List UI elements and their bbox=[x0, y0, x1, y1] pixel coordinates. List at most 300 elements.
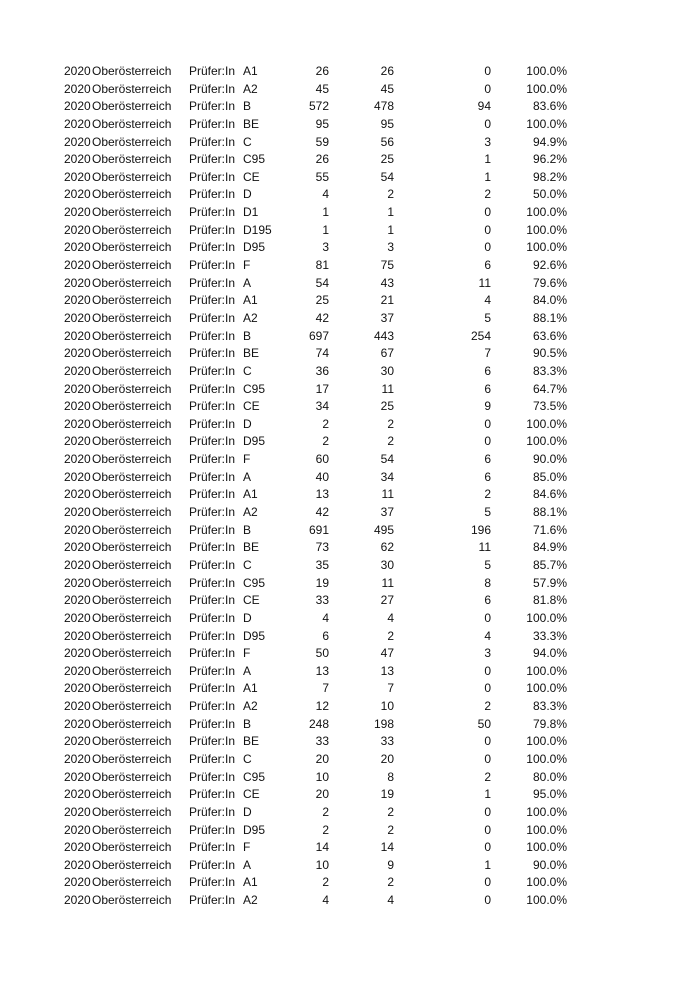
role-cell: Prüfer:In bbox=[189, 557, 236, 572]
role-cell: Prüfer:In bbox=[189, 646, 236, 661]
role-cell: Prüfer:In bbox=[189, 610, 236, 625]
passed-count-cell: 43 bbox=[380, 275, 394, 290]
pass-rate-cell: 100.0% bbox=[526, 81, 567, 96]
license-class-cell: A1 bbox=[243, 875, 258, 890]
license-class-cell: A2 bbox=[243, 893, 258, 908]
year-cell: 2020 bbox=[64, 857, 91, 872]
passed-count-cell: 33 bbox=[380, 734, 394, 749]
passed-count-cell: 4 bbox=[387, 610, 394, 625]
region-cell: Oberösterreich bbox=[92, 540, 172, 555]
pass-rate-cell: 63.6% bbox=[532, 328, 567, 343]
region-cell: Oberösterreich bbox=[92, 857, 172, 872]
failed-count-cell: 0 bbox=[484, 610, 491, 625]
pass-rate-cell: 100.0% bbox=[526, 681, 567, 696]
year-cell: 2020 bbox=[64, 699, 91, 714]
year-cell: 2020 bbox=[64, 434, 91, 449]
passed-count-cell: 34 bbox=[380, 469, 394, 484]
total-count-cell: 33 bbox=[315, 593, 329, 608]
pass-rate-cell: 83.3% bbox=[532, 363, 567, 378]
table-row bbox=[0, 222, 700, 240]
year-cell: 2020 bbox=[64, 346, 91, 361]
pass-rate-cell: 79.8% bbox=[532, 716, 567, 731]
pass-rate-cell: 57.9% bbox=[532, 575, 567, 590]
pass-rate-cell: 100.0% bbox=[526, 610, 567, 625]
role-cell: Prüfer:In bbox=[189, 804, 236, 819]
year-cell: 2020 bbox=[64, 310, 91, 325]
total-count-cell: 12 bbox=[315, 699, 329, 714]
total-count-cell: 13 bbox=[315, 663, 329, 678]
failed-count-cell: 2 bbox=[484, 769, 491, 784]
total-count-cell: 2 bbox=[322, 875, 329, 890]
license-class-cell: D195 bbox=[243, 222, 272, 237]
passed-count-cell: 2 bbox=[387, 187, 394, 202]
license-class-cell: D95 bbox=[243, 628, 266, 643]
failed-count-cell: 3 bbox=[484, 646, 491, 661]
table-row bbox=[0, 857, 700, 875]
total-count-cell: 95 bbox=[315, 116, 329, 131]
year-cell: 2020 bbox=[64, 734, 91, 749]
role-cell: Prüfer:In bbox=[189, 222, 236, 237]
failed-count-cell: 254 bbox=[470, 328, 491, 343]
total-count-cell: 248 bbox=[308, 716, 329, 731]
failed-count-cell: 4 bbox=[484, 293, 491, 308]
license-class-cell: C95 bbox=[243, 769, 266, 784]
license-class-cell: BE bbox=[243, 734, 260, 749]
table-row bbox=[0, 469, 700, 487]
table-row bbox=[0, 328, 700, 346]
failed-count-cell: 0 bbox=[484, 64, 491, 78]
total-count-cell: 20 bbox=[315, 787, 329, 802]
year-cell: 2020 bbox=[64, 593, 91, 608]
pass-rate-cell: 92.6% bbox=[532, 258, 567, 273]
table-row bbox=[0, 275, 700, 293]
role-cell: Prüfer:In bbox=[189, 699, 236, 714]
total-count-cell: 81 bbox=[315, 258, 329, 273]
pass-rate-cell: 98.2% bbox=[532, 169, 567, 184]
region-cell: Oberösterreich bbox=[92, 875, 172, 890]
table-row bbox=[0, 892, 700, 910]
failed-count-cell: 50 bbox=[477, 716, 491, 731]
role-cell: Prüfer:In bbox=[189, 452, 236, 467]
table-row bbox=[0, 839, 700, 857]
year-cell: 2020 bbox=[64, 681, 91, 696]
passed-count-cell: 37 bbox=[380, 505, 394, 520]
year-cell: 2020 bbox=[64, 557, 91, 572]
license-class-cell: D95 bbox=[243, 434, 266, 449]
role-cell: Prüfer:In bbox=[189, 169, 236, 184]
table-row bbox=[0, 539, 700, 557]
role-cell: Prüfer:In bbox=[189, 64, 236, 78]
table-row bbox=[0, 698, 700, 716]
license-class-cell: BE bbox=[243, 540, 260, 555]
license-class-cell: F bbox=[243, 452, 251, 467]
table-row bbox=[0, 416, 700, 434]
failed-count-cell: 0 bbox=[484, 416, 491, 431]
region-cell: Oberösterreich bbox=[92, 505, 172, 520]
table-row bbox=[0, 522, 700, 540]
total-count-cell: 73 bbox=[315, 540, 329, 555]
year-cell: 2020 bbox=[64, 663, 91, 678]
table-row bbox=[0, 310, 700, 328]
pass-rate-cell: 100.0% bbox=[526, 804, 567, 819]
table-row bbox=[0, 680, 700, 698]
region-cell: Oberösterreich bbox=[92, 804, 172, 819]
total-count-cell: 4 bbox=[322, 610, 329, 625]
pass-rate-cell: 100.0% bbox=[526, 416, 567, 431]
license-class-cell: C bbox=[243, 751, 252, 766]
pass-rate-cell: 100.0% bbox=[526, 751, 567, 766]
table-row bbox=[0, 292, 700, 310]
license-class-cell: D95 bbox=[243, 822, 266, 837]
license-class-cell: D1 bbox=[243, 205, 259, 220]
pass-rate-cell: 95.0% bbox=[532, 787, 567, 802]
license-class-cell: C95 bbox=[243, 575, 266, 590]
failed-count-cell: 1 bbox=[484, 169, 491, 184]
passed-count-cell: 2 bbox=[387, 628, 394, 643]
year-cell: 2020 bbox=[64, 822, 91, 837]
region-cell: Oberösterreich bbox=[92, 716, 172, 731]
failed-count-cell: 0 bbox=[484, 751, 491, 766]
total-count-cell: 45 bbox=[315, 81, 329, 96]
region-cell: Oberösterreich bbox=[92, 646, 172, 661]
table-row bbox=[0, 345, 700, 363]
region-cell: Oberösterreich bbox=[92, 310, 172, 325]
total-count-cell: 60 bbox=[315, 452, 329, 467]
year-cell: 2020 bbox=[64, 628, 91, 643]
region-cell: Oberösterreich bbox=[92, 346, 172, 361]
passed-count-cell: 30 bbox=[380, 557, 394, 572]
failed-count-cell: 4 bbox=[484, 628, 491, 643]
role-cell: Prüfer:In bbox=[189, 540, 236, 555]
region-cell: Oberösterreich bbox=[92, 575, 172, 590]
failed-count-cell: 0 bbox=[484, 804, 491, 819]
region-cell: Oberösterreich bbox=[92, 152, 172, 167]
table-row bbox=[0, 822, 700, 840]
total-count-cell: 20 bbox=[315, 751, 329, 766]
failed-count-cell: 2 bbox=[484, 699, 491, 714]
year-cell: 2020 bbox=[64, 328, 91, 343]
pass-rate-cell: 100.0% bbox=[526, 893, 567, 908]
role-cell: Prüfer:In bbox=[189, 116, 236, 131]
pass-rate-cell: 100.0% bbox=[526, 434, 567, 449]
failed-count-cell: 0 bbox=[484, 663, 491, 678]
failed-count-cell: 5 bbox=[484, 505, 491, 520]
role-cell: Prüfer:In bbox=[189, 363, 236, 378]
role-cell: Prüfer:In bbox=[189, 575, 236, 590]
region-cell: Oberösterreich bbox=[92, 205, 172, 220]
failed-count-cell: 0 bbox=[484, 840, 491, 855]
pass-rate-cell: 84.9% bbox=[532, 540, 567, 555]
year-cell: 2020 bbox=[64, 769, 91, 784]
passed-count-cell: 2 bbox=[387, 822, 394, 837]
table-row bbox=[0, 769, 700, 787]
failed-count-cell: 6 bbox=[484, 258, 491, 273]
passed-count-cell: 14 bbox=[380, 840, 394, 855]
license-class-cell: CE bbox=[243, 399, 260, 414]
table-row bbox=[0, 786, 700, 804]
region-cell: Oberösterreich bbox=[92, 734, 172, 749]
pass-rate-cell: 100.0% bbox=[526, 663, 567, 678]
total-count-cell: 691 bbox=[308, 522, 329, 537]
pass-rate-cell: 100.0% bbox=[526, 240, 567, 255]
license-class-cell: A1 bbox=[243, 681, 258, 696]
license-class-cell: CE bbox=[243, 169, 260, 184]
failed-count-cell: 0 bbox=[484, 434, 491, 449]
region-cell: Oberösterreich bbox=[92, 399, 172, 414]
region-cell: Oberösterreich bbox=[92, 557, 172, 572]
year-cell: 2020 bbox=[64, 99, 91, 114]
total-count-cell: 3 bbox=[322, 240, 329, 255]
role-cell: Prüfer:In bbox=[189, 275, 236, 290]
role-cell: Prüfer:In bbox=[189, 434, 236, 449]
pass-rate-cell: 88.1% bbox=[532, 310, 567, 325]
pass-rate-cell: 84.0% bbox=[532, 293, 567, 308]
region-cell: Oberösterreich bbox=[92, 363, 172, 378]
passed-count-cell: 495 bbox=[373, 522, 394, 537]
pass-rate-cell: 33.3% bbox=[532, 628, 567, 643]
role-cell: Prüfer:In bbox=[189, 716, 236, 731]
total-count-cell: 1 bbox=[322, 205, 329, 220]
role-cell: Prüfer:In bbox=[189, 751, 236, 766]
license-class-cell: A1 bbox=[243, 487, 258, 502]
year-cell: 2020 bbox=[64, 575, 91, 590]
role-cell: Prüfer:In bbox=[189, 681, 236, 696]
total-count-cell: 35 bbox=[315, 557, 329, 572]
license-class-cell: A bbox=[243, 469, 252, 484]
year-cell: 2020 bbox=[64, 205, 91, 220]
failed-count-cell: 2 bbox=[484, 487, 491, 502]
total-count-cell: 2 bbox=[322, 804, 329, 819]
license-class-cell: D bbox=[243, 610, 252, 625]
table-row bbox=[0, 874, 700, 892]
region-cell: Oberösterreich bbox=[92, 293, 172, 308]
year-cell: 2020 bbox=[64, 469, 91, 484]
table-row bbox=[0, 733, 700, 751]
region-cell: Oberösterreich bbox=[92, 787, 172, 802]
license-class-cell: A2 bbox=[243, 310, 258, 325]
year-cell: 2020 bbox=[64, 293, 91, 308]
role-cell: Prüfer:In bbox=[189, 399, 236, 414]
year-cell: 2020 bbox=[64, 81, 91, 96]
passed-count-cell: 2 bbox=[387, 875, 394, 890]
license-class-cell: A bbox=[243, 275, 252, 290]
total-count-cell: 55 bbox=[315, 169, 329, 184]
year-cell: 2020 bbox=[64, 275, 91, 290]
pass-rate-cell: 71.6% bbox=[532, 522, 567, 537]
table-row bbox=[0, 257, 700, 275]
passed-count-cell: 20 bbox=[380, 751, 394, 766]
role-cell: Prüfer:In bbox=[189, 310, 236, 325]
failed-count-cell: 0 bbox=[484, 116, 491, 131]
pass-rate-cell: 90.0% bbox=[532, 452, 567, 467]
passed-count-cell: 25 bbox=[380, 152, 394, 167]
role-cell: Prüfer:In bbox=[189, 416, 236, 431]
table-row bbox=[0, 239, 700, 257]
license-class-cell: A2 bbox=[243, 81, 258, 96]
region-cell: Oberösterreich bbox=[92, 628, 172, 643]
license-class-cell: A1 bbox=[243, 293, 258, 308]
passed-count-cell: 19 bbox=[380, 787, 394, 802]
table-row bbox=[0, 504, 700, 522]
table-row bbox=[0, 628, 700, 646]
passed-count-cell: 4 bbox=[387, 893, 394, 908]
table-row bbox=[0, 557, 700, 575]
pass-rate-cell: 50.0% bbox=[532, 187, 567, 202]
pass-rate-cell: 83.3% bbox=[532, 699, 567, 714]
passed-count-cell: 11 bbox=[381, 487, 394, 502]
year-cell: 2020 bbox=[64, 487, 91, 502]
region-cell: Oberösterreich bbox=[92, 222, 172, 237]
passed-count-cell: 56 bbox=[380, 134, 394, 149]
failed-count-cell: 8 bbox=[484, 575, 491, 590]
total-count-cell: 6 bbox=[322, 628, 329, 643]
region-cell: Oberösterreich bbox=[92, 240, 172, 255]
license-class-cell: CE bbox=[243, 787, 260, 802]
license-class-cell: CE bbox=[243, 593, 260, 608]
region-cell: Oberösterreich bbox=[92, 81, 172, 96]
table-row bbox=[0, 592, 700, 610]
pass-rate-cell: 100.0% bbox=[526, 734, 567, 749]
license-class-cell: D bbox=[243, 416, 252, 431]
role-cell: Prüfer:In bbox=[189, 134, 236, 149]
role-cell: Prüfer:In bbox=[189, 893, 236, 908]
table-row bbox=[0, 804, 700, 822]
total-count-cell: 4 bbox=[322, 187, 329, 202]
failed-count-cell: 0 bbox=[484, 734, 491, 749]
passed-count-cell: 27 bbox=[380, 593, 394, 608]
license-class-cell: F bbox=[243, 258, 251, 273]
passed-count-cell: 443 bbox=[373, 328, 394, 343]
year-cell: 2020 bbox=[64, 875, 91, 890]
table-row bbox=[0, 645, 700, 663]
license-class-cell: B bbox=[243, 328, 252, 343]
failed-count-cell: 1 bbox=[484, 787, 491, 802]
year-cell: 2020 bbox=[64, 222, 91, 237]
pass-rate-cell: 100.0% bbox=[526, 222, 567, 237]
failed-count-cell: 7 bbox=[484, 346, 491, 361]
total-count-cell: 54 bbox=[315, 275, 329, 290]
passed-count-cell: 10 bbox=[380, 699, 394, 714]
license-class-cell: D bbox=[243, 804, 252, 819]
passed-count-cell: 21 bbox=[380, 293, 394, 308]
year-cell: 2020 bbox=[64, 381, 91, 396]
table-row bbox=[0, 116, 700, 134]
pass-rate-cell: 88.1% bbox=[532, 505, 567, 520]
table-row bbox=[0, 451, 700, 469]
passed-count-cell: 7 bbox=[387, 681, 394, 696]
role-cell: Prüfer:In bbox=[189, 769, 236, 784]
pass-rate-cell: 94.9% bbox=[532, 134, 567, 149]
role-cell: Prüfer:In bbox=[189, 663, 236, 678]
role-cell: Prüfer:In bbox=[189, 328, 236, 343]
year-cell: 2020 bbox=[64, 840, 91, 855]
pass-rate-cell: 84.6% bbox=[532, 487, 567, 502]
total-count-cell: 36 bbox=[315, 363, 329, 378]
year-cell: 2020 bbox=[64, 169, 91, 184]
total-count-cell: 42 bbox=[315, 505, 329, 520]
total-count-cell: 10 bbox=[315, 769, 329, 784]
pass-rate-cell: 96.2% bbox=[532, 152, 567, 167]
year-cell: 2020 bbox=[64, 787, 91, 802]
table-row bbox=[0, 204, 700, 222]
year-cell: 2020 bbox=[64, 363, 91, 378]
passed-count-cell: 67 bbox=[380, 346, 394, 361]
failed-count-cell: 94 bbox=[477, 99, 491, 114]
role-cell: Prüfer:In bbox=[189, 152, 236, 167]
failed-count-cell: 0 bbox=[484, 875, 491, 890]
role-cell: Prüfer:In bbox=[189, 734, 236, 749]
failed-count-cell: 0 bbox=[484, 81, 491, 96]
failed-count-cell: 6 bbox=[484, 593, 491, 608]
year-cell: 2020 bbox=[64, 540, 91, 555]
year-cell: 2020 bbox=[64, 399, 91, 414]
passed-count-cell: 26 bbox=[380, 64, 394, 78]
year-cell: 2020 bbox=[64, 751, 91, 766]
year-cell: 2020 bbox=[64, 716, 91, 731]
pass-rate-cell: 85.7% bbox=[532, 557, 567, 572]
total-count-cell: 13 bbox=[315, 487, 329, 502]
role-cell: Prüfer:In bbox=[189, 346, 236, 361]
role-cell: Prüfer:In bbox=[189, 205, 236, 220]
table-row bbox=[0, 433, 700, 451]
table-row bbox=[0, 81, 700, 99]
table-row bbox=[0, 151, 700, 169]
role-cell: Prüfer:In bbox=[189, 857, 236, 872]
year-cell: 2020 bbox=[64, 64, 91, 78]
year-cell: 2020 bbox=[64, 116, 91, 131]
passed-count-cell: 2 bbox=[387, 416, 394, 431]
total-count-cell: 2 bbox=[322, 434, 329, 449]
pass-rate-cell: 90.0% bbox=[532, 857, 567, 872]
total-count-cell: 26 bbox=[315, 64, 329, 78]
failed-count-cell: 0 bbox=[484, 222, 491, 237]
passed-count-cell: 3 bbox=[387, 240, 394, 255]
failed-count-cell: 6 bbox=[484, 452, 491, 467]
region-cell: Oberösterreich bbox=[92, 64, 172, 78]
region-cell: Oberösterreich bbox=[92, 699, 172, 714]
role-cell: Prüfer:In bbox=[189, 875, 236, 890]
total-count-cell: 59 bbox=[315, 134, 329, 149]
table-row bbox=[0, 134, 700, 152]
region-cell: Oberösterreich bbox=[92, 751, 172, 766]
role-cell: Prüfer:In bbox=[189, 293, 236, 308]
pass-rate-cell: 73.5% bbox=[532, 399, 567, 414]
table-row bbox=[0, 575, 700, 593]
passed-count-cell: 54 bbox=[380, 452, 394, 467]
role-cell: Prüfer:In bbox=[189, 628, 236, 643]
role-cell: Prüfer:In bbox=[189, 469, 236, 484]
role-cell: Prüfer:In bbox=[189, 487, 236, 502]
year-cell: 2020 bbox=[64, 240, 91, 255]
region-cell: Oberösterreich bbox=[92, 169, 172, 184]
region-cell: Oberösterreich bbox=[92, 434, 172, 449]
region-cell: Oberösterreich bbox=[92, 840, 172, 855]
pass-rate-cell: 100.0% bbox=[526, 64, 567, 78]
total-count-cell: 74 bbox=[315, 346, 329, 361]
role-cell: Prüfer:In bbox=[189, 240, 236, 255]
year-cell: 2020 bbox=[64, 187, 91, 202]
passed-count-cell: 13 bbox=[380, 663, 394, 678]
failed-count-cell: 0 bbox=[484, 893, 491, 908]
failed-count-cell: 0 bbox=[484, 205, 491, 220]
region-cell: Oberösterreich bbox=[92, 822, 172, 837]
failed-count-cell: 6 bbox=[484, 381, 491, 396]
year-cell: 2020 bbox=[64, 152, 91, 167]
role-cell: Prüfer:In bbox=[189, 258, 236, 273]
region-cell: Oberösterreich bbox=[92, 610, 172, 625]
region-cell: Oberösterreich bbox=[92, 134, 172, 149]
region-cell: Oberösterreich bbox=[92, 593, 172, 608]
